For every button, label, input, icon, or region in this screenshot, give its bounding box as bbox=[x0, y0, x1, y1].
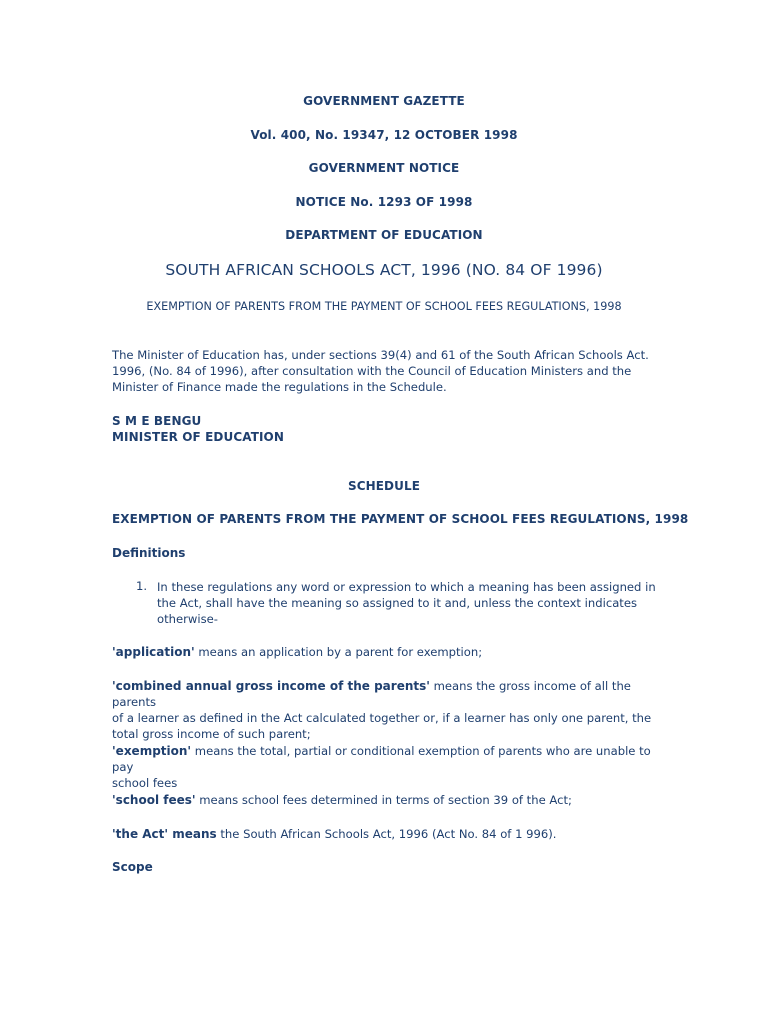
definition-exemption bbox=[112, 743, 672, 791]
item-1-text bbox=[157, 579, 657, 627]
definition-text: means the gross income of all the parents bbox=[112, 679, 631, 709]
definition-text: means school fees determined in terms of section 39 of the Act; bbox=[195, 793, 572, 807]
definition-term: 'combined annual gross income of the parents' bbox=[112, 679, 430, 693]
definition-text: total gross income of such parent; bbox=[112, 727, 311, 741]
definitions-heading: Definitions bbox=[112, 546, 186, 560]
definition-text: means an application by a parent for exemption; bbox=[194, 645, 483, 659]
signatory-title: MINISTER OF EDUCATION bbox=[112, 430, 284, 444]
definition-term: 'exemption' bbox=[112, 744, 192, 758]
gazette-title: GOVERNMENT GAZETTE bbox=[303, 94, 465, 108]
definition-the-act bbox=[112, 826, 672, 842]
definition-text: of a learner as defined in the Act calculated together or, if a learner has only one parent, the bbox=[112, 711, 652, 725]
act-title: SOUTH AFRICAN SCHOOLS ACT, 1996 (NO. 84 OF 1996) bbox=[165, 261, 603, 279]
notice-number: NOTICE No. 1293 OF 1998 bbox=[295, 195, 473, 209]
scope-heading: Scope bbox=[112, 860, 153, 874]
definition-text: means the total, partial or conditional exemption of parents who are unable to pay bbox=[112, 744, 651, 774]
preamble-line: Minister of Finance made the regulations in the Schedule. bbox=[112, 380, 447, 394]
preamble bbox=[112, 347, 672, 395]
preamble-line: The Minister of Education has, under sections 39(4) and 61 of the South African Schools Act. bbox=[112, 348, 649, 362]
item-1-line: otherwise- bbox=[157, 612, 218, 626]
signatory-name: S M E BENGU bbox=[112, 414, 202, 428]
definition-term: 'application' bbox=[112, 645, 195, 659]
gazette-volume: Vol. 400, No. 19347, 12 OCTOBER 1998 bbox=[250, 128, 518, 142]
definition-term: 'the Act' means bbox=[112, 827, 217, 841]
schedule-heading: SCHEDULE bbox=[347, 479, 421, 493]
definition-school-fees bbox=[112, 792, 672, 808]
item-number: 1. bbox=[136, 579, 148, 593]
item-1-line: In these regulations any word or expression to which a meaning has been assigned in bbox=[157, 580, 656, 594]
department-name: DEPARTMENT OF EDUCATION bbox=[285, 228, 483, 242]
signatory-block bbox=[112, 413, 284, 445]
item-1-line: the Act, shall have the meaning so assigned to it and, unless the context indicates bbox=[157, 596, 638, 610]
regulation-title: EXEMPTION OF PARENTS FROM THE PAYMENT OF SCHOOL FEES REGULATIONS, 1998 bbox=[146, 300, 622, 313]
definition-combined-income bbox=[112, 678, 672, 742]
definition-application bbox=[112, 644, 672, 660]
schedule-title: EXEMPTION OF PARENTS FROM THE PAYMENT OF SCHOOL FEES REGULATIONS, 1998 bbox=[112, 512, 689, 526]
notice-type: GOVERNMENT NOTICE bbox=[308, 161, 460, 175]
definition-text: the South African Schools Act, 1996 (Act No. 84 of 1 996). bbox=[216, 827, 557, 841]
definition-text: school fees bbox=[112, 776, 178, 790]
preamble-line: 1996, (No. 84 of 1996), after consultation with the Council of Education Ministers and the bbox=[112, 364, 632, 378]
definition-term: 'school fees' bbox=[112, 793, 196, 807]
